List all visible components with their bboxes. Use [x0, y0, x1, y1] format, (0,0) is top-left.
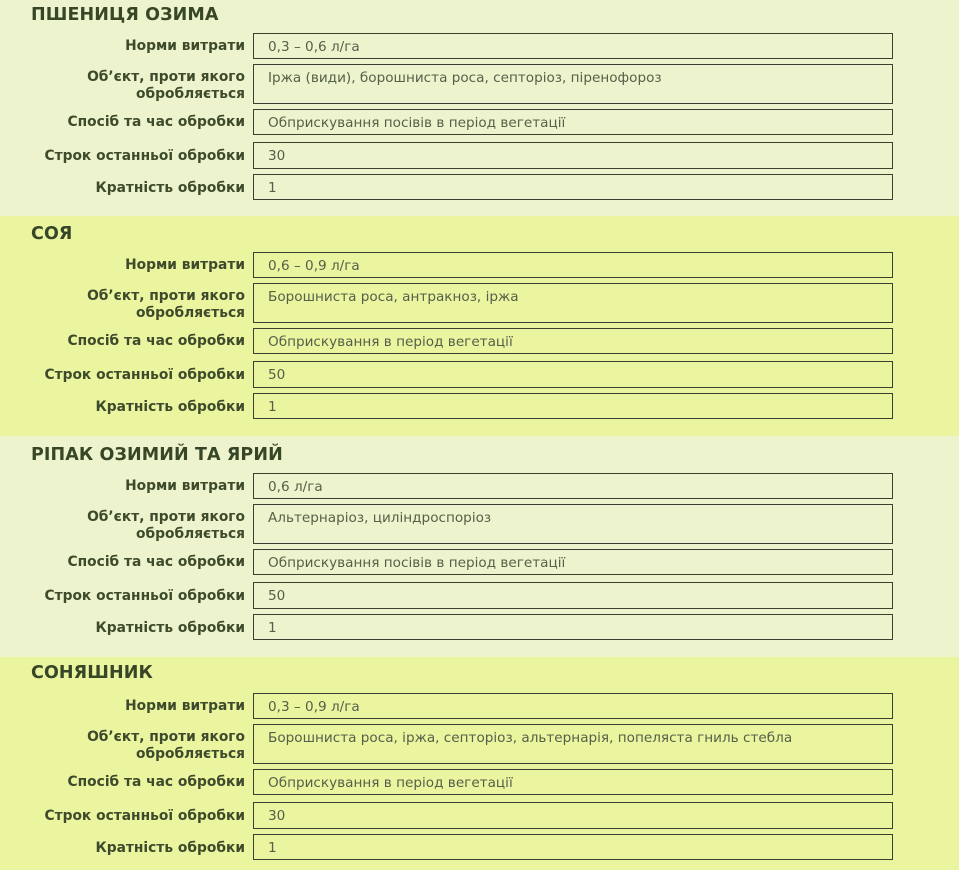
row-label-frequency: Кратність обробки	[95, 840, 245, 856]
row-value-rate: 0,3 – 0,9 л/га	[253, 693, 893, 719]
row-label-rate: Норми витрати	[125, 257, 245, 273]
row-label-frequency: Кратність обробки	[95, 620, 245, 636]
crop-title: ПШЕНИЦЯ ОЗИМА	[31, 5, 219, 25]
row-label-target-line1: Об’єкт, проти якого	[87, 729, 245, 745]
row-value-last-treatment: 50	[253, 582, 893, 609]
row-label-last-treatment: Строк останньої обробки	[44, 148, 245, 164]
row-label-target-line1: Об’єкт, проти якого	[87, 509, 245, 525]
row-label-method: Спосіб та час обробки	[67, 774, 245, 790]
row-value-method: Обприскування в період вегетації	[253, 769, 893, 795]
row-label-method: Спосіб та час обробки	[67, 114, 245, 130]
row-label-frequency: Кратність обробки	[95, 180, 245, 196]
row-label-method: Спосіб та час обробки	[67, 333, 245, 349]
row-label-last-treatment: Строк останньої обробки	[44, 588, 245, 604]
row-label-target	[87, 288, 245, 322]
row-label-target-line2: обробляється	[135, 746, 245, 762]
row-label-target-line2: обробляється	[135, 86, 245, 102]
row-value-rate: 0,3 – 0,6 л/га	[253, 33, 893, 59]
row-label-target-line2: обробляється	[135, 526, 245, 542]
crop-section-soy	[0, 216, 959, 436]
crop-title: СОНЯШНИК	[31, 663, 153, 683]
row-value-method: Обприскування в період вегетації	[253, 328, 893, 354]
row-value-last-treatment: 50	[253, 361, 893, 388]
row-label-rate: Норми витрати	[125, 478, 245, 494]
row-value-rate: 0,6 л/га	[253, 473, 893, 499]
row-label-target	[87, 729, 245, 763]
row-label-frequency: Кратність обробки	[95, 399, 245, 415]
crop-section-rapeseed	[0, 436, 959, 657]
crop-title: СОЯ	[31, 224, 73, 244]
row-value-frequency: 1	[253, 834, 893, 860]
row-label-last-treatment: Строк останньої обробки	[44, 808, 245, 824]
row-label-target-line2: обробляється	[135, 305, 245, 321]
row-label-rate: Норми витрати	[125, 698, 245, 714]
row-value-rate: 0,6 – 0,9 л/га	[253, 252, 893, 278]
crop-title: РІПАК ОЗИМИЙ ТА ЯРИЙ	[31, 445, 283, 465]
row-value-target: Іржа (види), борошниста роса, септоріоз, піренофороз	[253, 64, 893, 104]
row-value-method: Обприскування посівів в період вегетації	[253, 549, 893, 575]
row-label-target	[87, 509, 245, 543]
row-value-target: Борошниста роса, іржа, септоріоз, альтернарія, попеляста гниль стебла	[253, 724, 893, 764]
row-value-frequency: 1	[253, 174, 893, 200]
row-label-target-line1: Об’єкт, проти якого	[87, 69, 245, 85]
row-value-method: Обприскування посівів в період вегетації	[253, 109, 893, 135]
row-value-frequency: 1	[253, 614, 893, 640]
row-value-last-treatment: 30	[253, 142, 893, 169]
row-value-target: Борошниста роса, антракноз, іржа	[253, 283, 893, 323]
row-label-last-treatment: Строк останньої обробки	[44, 367, 245, 383]
row-label-target-line1: Об’єкт, проти якого	[87, 288, 245, 304]
row-label-target	[87, 69, 245, 103]
crop-section-sunflower	[0, 657, 959, 870]
row-label-rate: Норми витрати	[125, 38, 245, 54]
row-value-target: Альтернаріоз, циліндроспоріоз	[253, 504, 893, 544]
row-value-last-treatment: 30	[253, 802, 893, 829]
crop-section-wheat	[0, 0, 959, 216]
row-value-frequency: 1	[253, 393, 893, 419]
row-label-method: Спосіб та час обробки	[67, 554, 245, 570]
